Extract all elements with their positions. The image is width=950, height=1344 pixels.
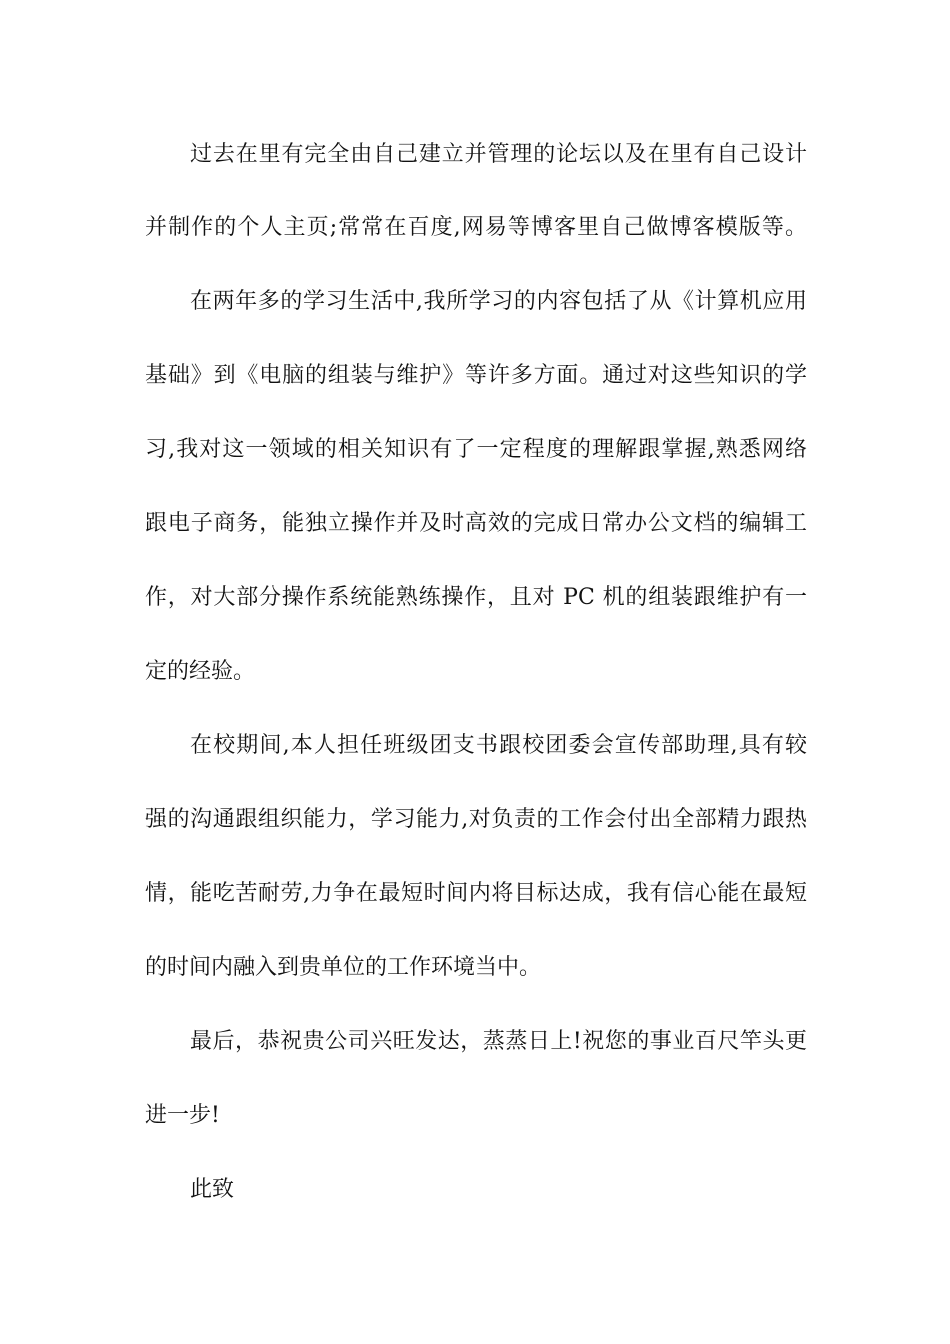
paragraph-2-line-5: 作，对大部分操作系统能熟练操作，且对 PC 机的组装跟维护有一 <box>145 585 807 610</box>
paragraph-4-line-2: 进一步! <box>145 1103 220 1128</box>
paragraph-2-line-2: 基础》到《电脑的组装与维护》等许多方面。通过对这些知识的学 <box>145 363 807 388</box>
paragraph-3-line-2: 强的沟通跟组织能力，学习能力,对负责的工作会付出全部精力跟热 <box>145 807 807 832</box>
closing-salutation: 此致 <box>190 1177 235 1202</box>
paragraph-4-line-1: 最后，恭祝贵公司兴旺发达，蒸蒸日上!祝您的事业百尺竿头更 <box>190 1029 807 1054</box>
paragraph-3-line-4: 的时间内融入到贵单位的工作环境当中。 <box>145 955 542 980</box>
paragraph-3-line-3: 情，能吃苦耐劳,力争在最短时间内将目标达成，我有信心能在最短 <box>145 881 807 906</box>
paragraph-3-line-1: 在校期间,本人担任班级团支书跟校团委会宣传部助理,具有较 <box>190 733 807 758</box>
paragraph-1-line-2: 并制作的个人主页;常常在百度,网易等博客里自己做博客模版等。 <box>145 215 807 240</box>
paragraph-2-line-1: 在两年多的学习生活中,我所学习的内容包括了从《计算机应用 <box>190 289 807 314</box>
paragraph-1-line-1: 过去在里有完全由自己建立并管理的论坛以及在里有自己设计 <box>190 142 807 167</box>
paragraph-2-line-4: 跟电子商务，能独立操作并及时高效的完成日常办公文档的编辑工 <box>145 511 807 536</box>
paragraph-2-line-6: 定的经验。 <box>145 659 256 684</box>
paragraph-2-line-3: 习,我对这一领域的相关知识有了一定程度的理解跟掌握,熟悉网络 <box>145 437 807 462</box>
